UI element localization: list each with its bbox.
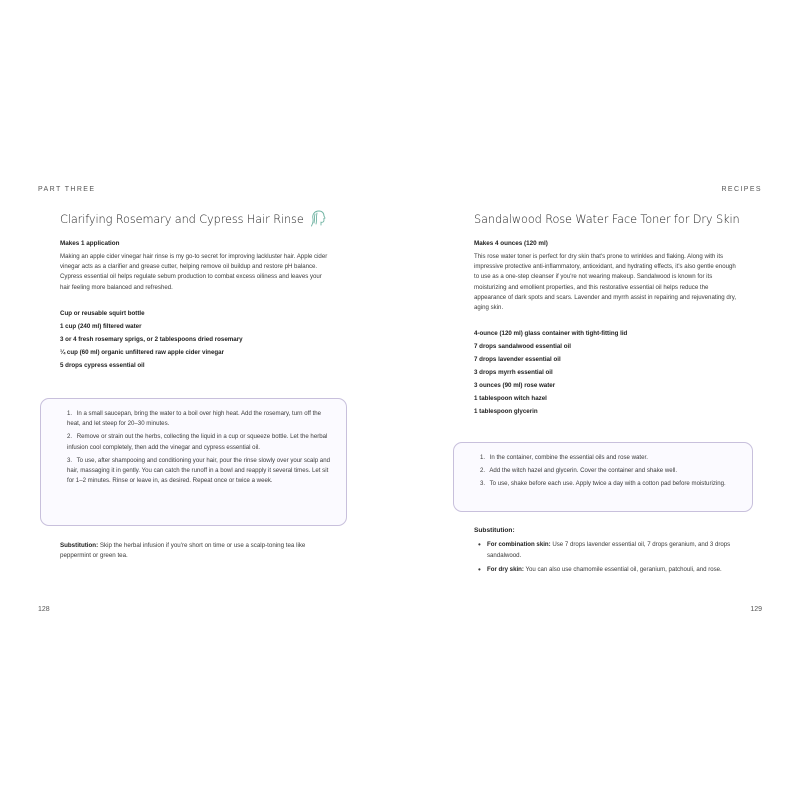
yield-text: Makes 4 ounces (120 ml) (474, 240, 548, 247)
running-head: RECIPES (721, 186, 762, 193)
bullet-icon: • (478, 565, 481, 575)
ingredient-item: 1 tablespoon glycerin (474, 408, 538, 416)
step-item (67, 432, 330, 452)
ingredient-item: Cup or reusable squirt bottle (60, 309, 145, 317)
right-page (400, 0, 800, 800)
step-item (67, 456, 330, 487)
title-row (474, 208, 744, 230)
substitution-note (60, 541, 330, 562)
intro-paragraph: This rose water toner is perfect for dry skin that's prone to wrinkles and flaking. Along with its impressive protective anti-inflammatory, antioxidant, and hydrating effects, it's also gentle enough to use as a one-step cleanser if you're not wearing makeup. Sandalwood is known for its moisturizing and emollient properties, and this restorative essential oil helps reduce the appearance of dark spots and scars. Lavender and myrrh assist in repairing and rejuvenating dry, aging skin. (474, 253, 737, 312)
step-number: 3. (67, 456, 73, 464)
step-number: 3. (480, 480, 486, 488)
ingredient-item: 7 drops lavender essential oil (474, 356, 561, 364)
substitution-item-text: You can also use chamomile essential oil, geranium, patchouli, and rose. (523, 566, 722, 574)
ingredient-item: ¼ cup (60 ml) organic unfiltered raw apple cider vinegar (60, 348, 225, 356)
yield-text: Makes 1 application (60, 240, 120, 247)
recipe-title: Clarifying Rosemary and Cypress Hair Rinse (60, 212, 304, 226)
substitution-item-label: For combination skin: (487, 541, 551, 548)
steps-box (40, 398, 347, 526)
recipe-content (474, 208, 744, 418)
step-list (67, 409, 330, 486)
substitution-item-label: For dry skin: (487, 566, 524, 574)
step-item (480, 479, 736, 489)
step-text: In the container, combine the essential oils and rose water. (489, 454, 648, 461)
running-head: PART THREE (38, 186, 96, 193)
step-text: To use, shake before each use. Apply twice a day with a cotton pad before moisturizing. (489, 480, 726, 488)
step-item (480, 453, 736, 463)
substitution-label: Substitution: (60, 542, 99, 549)
substitution-item-text: Use 7 drops lavender essential oil, 7 drops geranium, and 3 drops sandalwood. (487, 541, 731, 559)
substitution-section (474, 527, 754, 580)
step-text: Add the witch hazel and glycerin. Cover the container and shake well. (489, 467, 678, 475)
page-number: 129 (750, 606, 762, 613)
step-text: To use, after shampooing and conditioning your hair, pour the rinse slowly over your scalp and hair, massaging it in gently. You can catch the runoff in a bowl and reapply it several times. Let sit for 1–2 minutes. Rinse or leave in, as desired. Repeat once or twice a week. (67, 456, 330, 485)
substitution-list (474, 540, 754, 576)
ingredient-list (474, 327, 744, 418)
step-number: 2. (480, 467, 486, 475)
step-text: Remove or strain out the herbs, collecting the liquid in a cup or squeeze bottle. Let the herbal infusion cool completely, then add the vinegar and cypress essential oil. (67, 433, 328, 451)
step-list (480, 453, 736, 490)
ingredient-item: 4-ounce (120 ml) glass container with tight-fitting lid (474, 330, 628, 338)
recipe-content (60, 208, 330, 372)
step-item (480, 466, 736, 476)
step-number: 1. (480, 454, 486, 461)
step-item (67, 409, 330, 429)
hair-profile-icon (310, 209, 326, 229)
ingredient-item: 5 drops cypress essential oil (60, 361, 145, 369)
step-number: 1. (67, 410, 73, 417)
ingredient-item: 3 drops myrrh essential oil (474, 369, 553, 377)
bullet-icon: • (478, 540, 481, 549)
ingredient-item: 3 or 4 fresh rosemary sprigs, or 2 tablespoons dried rosemary (60, 335, 243, 343)
substitution-title: Substitution: (474, 527, 515, 534)
step-text: In a small saucepan, bring the water to a boil over high heat. Add the rosemary, turn off the heat, and let steep for 20–30 minutes. (67, 410, 322, 428)
title-row (60, 208, 330, 230)
ingredient-list (60, 307, 330, 372)
recipe-title: Sandalwood Rose Water Face Toner for Dry Skin (474, 212, 740, 226)
ingredient-item: 7 drops sandalwood essential oil (474, 343, 571, 351)
substitution-item (474, 565, 754, 576)
ingredient-item: 1 cup (240 ml) filtered water (60, 322, 142, 330)
step-number: 2. (67, 433, 73, 441)
ingredient-item: 1 tablespoon witch hazel (474, 395, 547, 403)
ingredient-item: 3 ounces (90 ml) rose water (474, 382, 556, 390)
substitution-item (474, 540, 754, 561)
steps-box (453, 442, 753, 512)
page-number: 128 (38, 606, 50, 613)
substitution-text: Skip the herbal infusion if you're short on time or use a scalp-toning tea like peppermint or green tea. (60, 542, 306, 560)
intro-paragraph: Making an apple cider vinegar hair rinse is my go-to secret for improving lackluster hair. Apple cider vinegar acts as a clarifier and grease cutter, helping remove oil buildup and restore pH balance. Cypress essential oil helps regulate sebum production to combat excess oiliness and leaves your hair feeling more balanced and refreshed. (60, 253, 328, 291)
